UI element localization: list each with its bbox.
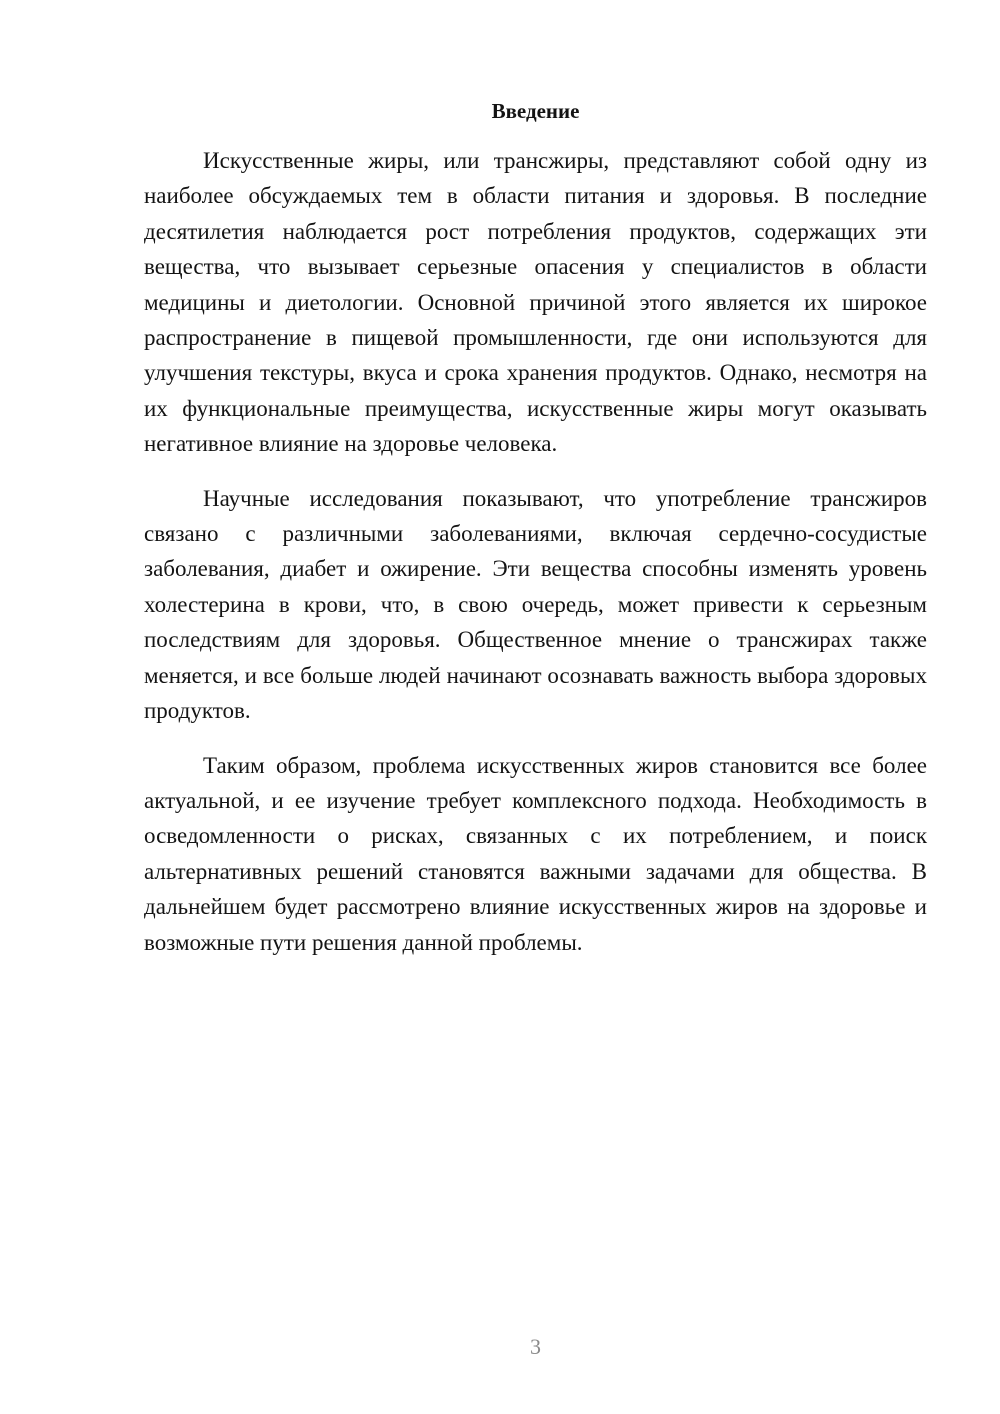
paragraph-2: Научные исследования показывают, что употребление трансжиров связано с различными заболеваниями, включая сердечно-сосудистые заболевания, диабет и ожирение. Эти вещества способны изменять уровень холестерина в крови, что, в свою очередь, может привести к серьезным последствиям для здоровья. Общественное мнение о трансжирах также меняется, и все больше людей начинают осознавать важность выбора здоровых продуктов.: [144, 485, 927, 724]
paragraph-1: Искусственные жиры, или трансжиры, представляют собой одну из наиболее обсуждаемых тем в области питания и здоровья. В последние десятилетия наблюдается рост потребления продуктов, содержащих эти вещества, что вызывает серьезные опасения у специалистов в области медицины и диетологии. Основной причиной этого является их широкое распространение в пищевой промышленности, где они используются для улучшения текстуры, вкуса и срока хранения продуктов. Однако, несмотря на их функциональные преимущества, искусственные жиры могут оказывать негативное влияние на здоровье человека.: [144, 148, 927, 457]
section-heading: Введение: [491, 99, 580, 123]
page-number: 3: [530, 1334, 541, 1359]
paragraph-3: Таким образом, проблема искусственных жиров становится все более актуальной, и ее изучение требует комплексного подхода. Необходимость в осведомленности о рисках, связанных с их потреблением, и поиск альтернативных решений становятся важными задачами для общества. В дальнейшем будет рассмотрено влияние искусственных жиров на здоровье и возможные пути решения данной проблемы.: [144, 752, 927, 955]
body-text: [144, 143, 927, 979]
